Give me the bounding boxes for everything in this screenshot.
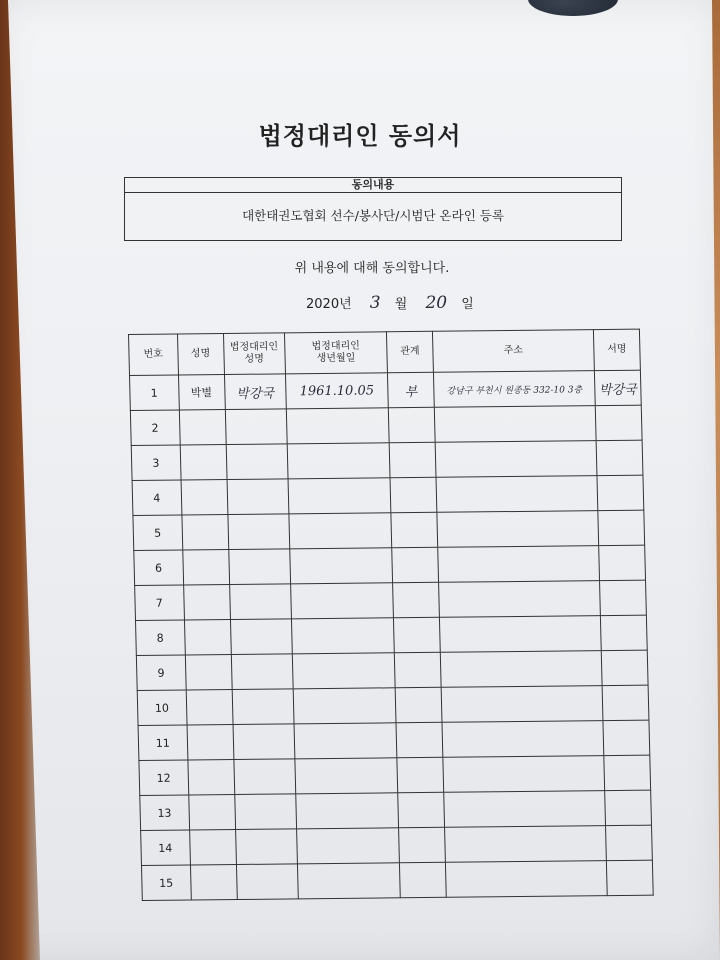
table-cell — [185, 655, 232, 690]
consent-box — [124, 177, 622, 241]
agreement-statement: 위 내용에 대해 동의합니다. — [294, 261, 450, 276]
table-cell — [292, 653, 395, 689]
table-row — [140, 790, 652, 830]
table-cell — [445, 826, 607, 863]
table-cell — [297, 863, 400, 899]
column-header: 관계 — [386, 331, 433, 372]
table-cell — [187, 725, 234, 760]
table-cell — [605, 825, 652, 860]
row-number: 1 — [130, 375, 179, 411]
table-cell — [290, 548, 393, 584]
column-header: 서명 — [593, 329, 640, 370]
table-row — [131, 440, 643, 480]
table-cell — [399, 827, 446, 862]
table-row — [136, 650, 648, 690]
table-cell: 1961.10.05 — [285, 373, 388, 409]
table-cell: 박강국 — [594, 370, 641, 405]
date-month: 3 — [369, 293, 381, 313]
table-row — [136, 615, 648, 655]
table-cell — [606, 860, 653, 895]
table-cell — [232, 689, 294, 725]
consent-heading: 동의내용 — [125, 178, 621, 193]
row-number: 6 — [134, 550, 183, 586]
column-header: 번호 — [129, 334, 179, 376]
table-cell — [391, 512, 438, 547]
table-cell — [603, 720, 650, 755]
document-title: 법정대리인 동의서 — [258, 122, 462, 150]
table-cell — [442, 721, 604, 758]
row-number: 8 — [136, 620, 185, 656]
table-cell — [390, 477, 437, 512]
table-cell — [439, 616, 601, 653]
row-number: 4 — [132, 480, 181, 516]
table-row — [135, 580, 647, 620]
table-cell — [396, 722, 443, 757]
table-cell — [288, 478, 391, 514]
table-cell — [397, 757, 444, 792]
table-cell — [235, 829, 297, 865]
table-cell — [180, 445, 227, 480]
table-cell — [188, 795, 235, 830]
table-cell — [394, 652, 441, 687]
table-cell — [291, 618, 394, 654]
table-cell — [602, 685, 649, 720]
table-cell — [444, 791, 606, 828]
table-cell: 부 — [387, 372, 434, 407]
table-cell — [443, 756, 605, 793]
table-row — [141, 825, 653, 865]
table-cell — [296, 828, 399, 864]
table-row — [130, 370, 642, 410]
table-cell — [599, 580, 646, 615]
row-number: 7 — [135, 585, 184, 621]
table-cell — [296, 793, 399, 829]
table-cell: 박강국 — [224, 374, 286, 410]
table-cell — [184, 620, 231, 655]
table-cell — [596, 440, 643, 475]
table-cell — [389, 442, 436, 477]
table-cell — [295, 758, 398, 794]
table-cell — [435, 441, 597, 478]
table-cell — [228, 549, 290, 585]
table-cell — [294, 723, 397, 759]
table-cell — [181, 480, 228, 515]
table-row — [137, 685, 649, 725]
table-cell — [233, 724, 295, 760]
table-cell — [229, 584, 291, 620]
table-cell — [182, 550, 229, 585]
table-cell — [395, 687, 442, 722]
row-number: 10 — [137, 690, 186, 726]
table-cell — [286, 408, 389, 444]
date-month-unit: 월 — [394, 297, 408, 312]
table-cell — [441, 686, 603, 723]
table-row — [138, 720, 650, 760]
table-cell — [393, 617, 440, 652]
table-cell — [398, 792, 445, 827]
column-header: 성명 — [177, 334, 224, 375]
table-cell — [601, 650, 648, 685]
table-cell — [226, 444, 288, 480]
table-cell — [598, 510, 645, 545]
table-cell — [190, 865, 237, 900]
row-number: 12 — [139, 760, 188, 796]
row-number: 9 — [136, 655, 185, 691]
table-cell — [186, 690, 233, 725]
table-cell — [181, 515, 228, 550]
column-header: 주소 — [432, 330, 594, 373]
row-number: 13 — [140, 795, 189, 831]
table-cell — [595, 405, 642, 440]
table-cell — [189, 830, 236, 865]
table-row — [141, 860, 653, 900]
table-cell — [438, 546, 600, 583]
table-cell — [227, 514, 289, 550]
table-cell — [293, 688, 396, 724]
table-cell — [440, 651, 602, 688]
table-cell — [179, 410, 226, 445]
table-cell — [434, 406, 596, 443]
table-cell: 박별 — [178, 375, 225, 410]
table-cell — [183, 585, 230, 620]
table-cell — [437, 511, 599, 548]
table-cell — [231, 654, 293, 690]
table-row — [139, 755, 651, 795]
table-cell — [439, 581, 601, 618]
consent-body: 대한태권도협회 선수/봉사단/시범단 온라인 등록 — [242, 208, 504, 223]
date-year: 2020년 — [306, 297, 352, 312]
table-cell — [605, 790, 652, 825]
table-cell — [187, 760, 234, 795]
guardian-table — [128, 329, 654, 894]
table-cell — [604, 755, 651, 790]
column-header: 법정대리인 생년월일 — [284, 332, 387, 374]
table-cell — [236, 864, 298, 900]
table-cell — [392, 547, 439, 582]
table-cell — [388, 407, 435, 442]
table-cell — [287, 443, 390, 479]
table-cell — [225, 409, 287, 445]
row-number: 3 — [131, 445, 180, 481]
table-cell — [399, 862, 446, 897]
table-cell — [445, 861, 607, 898]
table-cell — [599, 545, 646, 580]
table-cell — [234, 794, 296, 830]
row-number: 11 — [138, 725, 187, 761]
column-header: 법정대리인 성명 — [223, 333, 285, 375]
table-cell — [597, 475, 644, 510]
table-cell — [600, 615, 647, 650]
table-cell — [233, 759, 295, 795]
table-cell — [393, 582, 440, 617]
table-header-row — [129, 329, 641, 375]
table-cell — [230, 619, 292, 655]
date-day-unit: 일 — [461, 297, 474, 312]
row-number: 14 — [141, 830, 190, 866]
table-cell — [436, 476, 598, 513]
table-cell: 강남구 부천시 원종동 332-10 3층 — [433, 371, 595, 408]
table-row — [132, 475, 644, 515]
table-cell — [289, 513, 392, 549]
table-row — [130, 405, 642, 445]
table-row — [134, 545, 646, 585]
row-number: 2 — [130, 410, 179, 446]
table-row — [133, 510, 645, 550]
row-number: 5 — [133, 515, 182, 551]
date-day: 20 — [425, 293, 448, 313]
table-cell — [290, 583, 393, 619]
table-cell — [227, 479, 289, 515]
date-line — [306, 293, 474, 313]
row-number: 15 — [141, 865, 190, 901]
